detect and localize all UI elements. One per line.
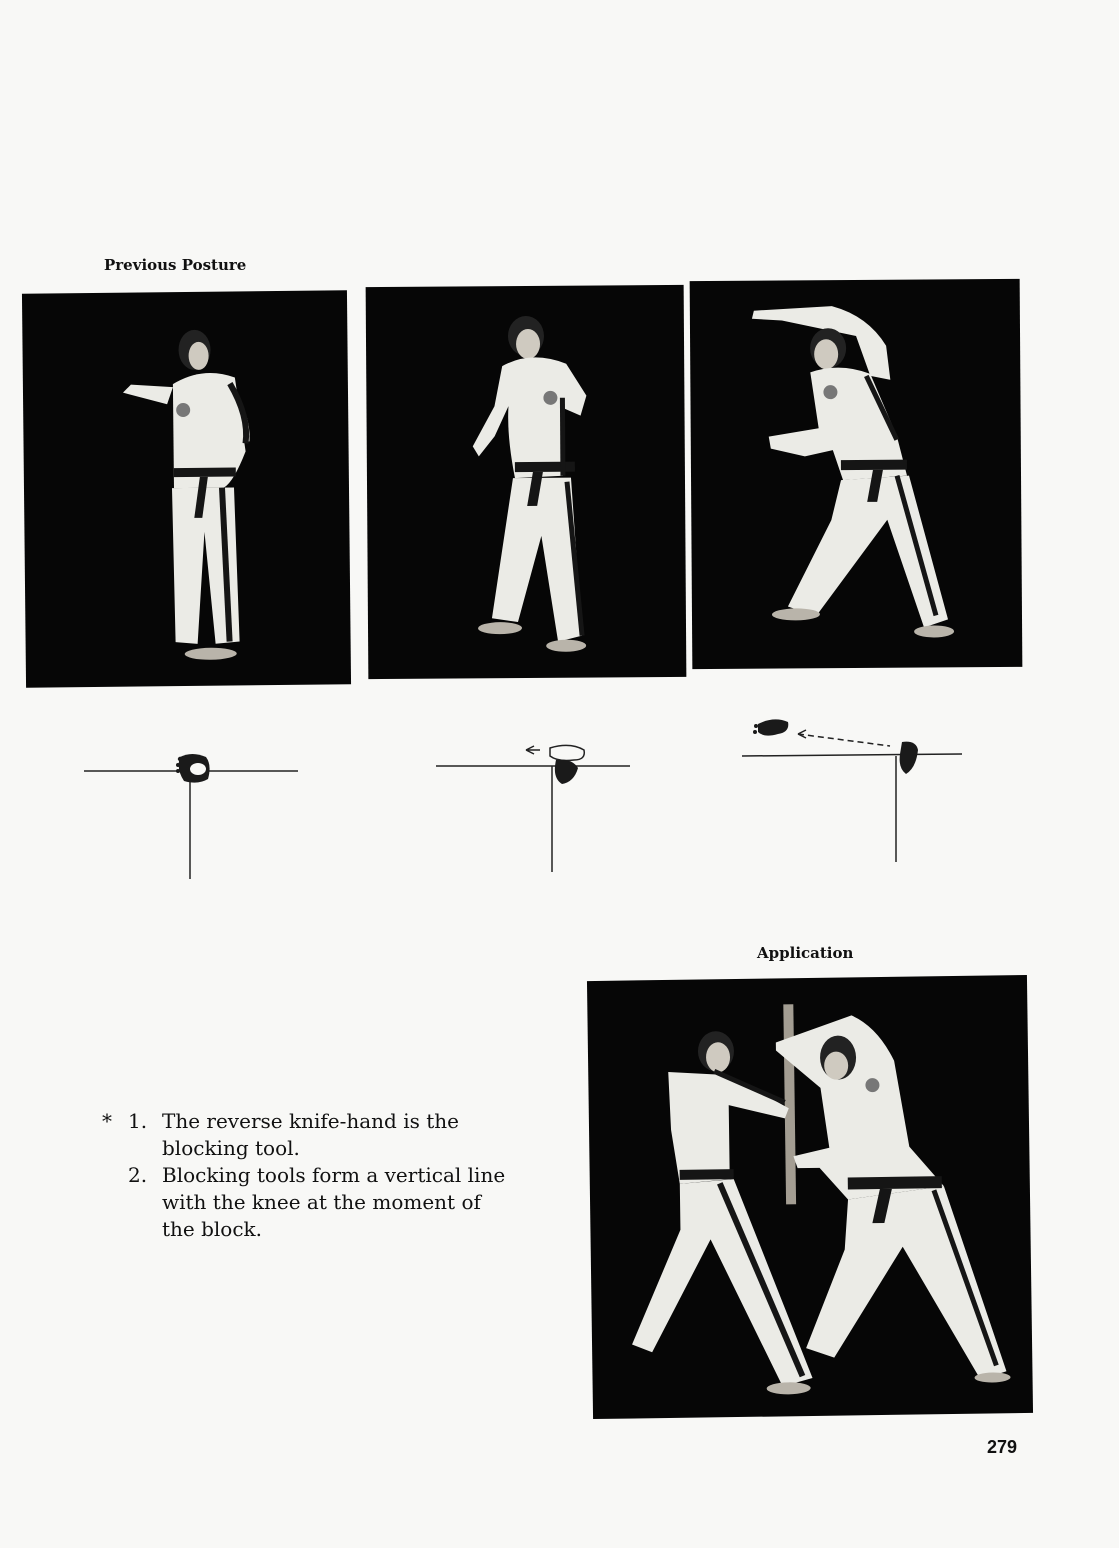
application-caption: Application (757, 944, 854, 962)
note-item (102, 1108, 512, 1162)
page-number: 279 (987, 1437, 1018, 1457)
stance-diagram-3 (740, 712, 968, 866)
previous-posture-caption: Previous Posture (104, 256, 247, 274)
stance-diagram-1 (80, 745, 305, 885)
footprint-icon (900, 742, 918, 774)
footprint-icon (176, 754, 210, 783)
photo-step-2 (690, 279, 1023, 669)
photo-step-1 (366, 285, 687, 679)
arrow-left-icon (798, 730, 890, 746)
note-text: The reverse knife-hand is the blocking tool. (162, 1109, 459, 1160)
stance-diagram-2 (434, 738, 634, 878)
notes-list (102, 1108, 512, 1243)
photo-application (587, 975, 1033, 1419)
footprint-icon (753, 719, 788, 735)
note-number: 1. (128, 1109, 148, 1133)
note-number: 2. (128, 1163, 148, 1187)
note-item (102, 1162, 512, 1243)
note-text: Blocking tools form a vertical line with the knee at the moment of the block. (162, 1163, 506, 1241)
footprint-icon (550, 745, 584, 784)
arrow-left-icon (526, 746, 540, 754)
note-marker: * (102, 1109, 112, 1133)
photo-previous-posture (22, 290, 351, 687)
